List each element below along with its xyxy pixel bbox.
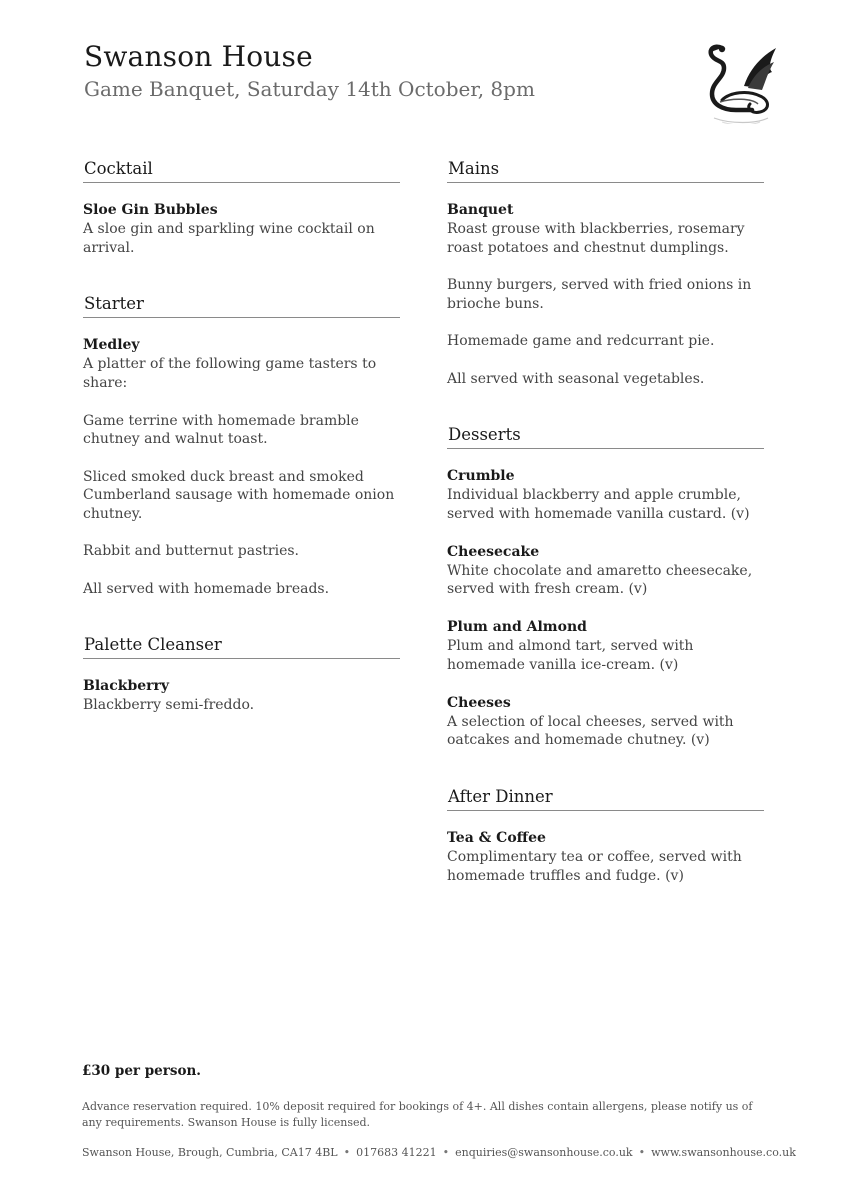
item-description: White chocolate and amaretto cheesecake, served with fresh cream. (v) (447, 562, 753, 598)
item-name: Blackberry (83, 678, 170, 695)
section-desserts (447, 424, 764, 750)
section-title: Palette Cleanser (83, 634, 400, 659)
item-description: Complimentary tea or coffee, served with homemade truffles and fudge. (v) (447, 848, 742, 884)
item-description: Sliced smoked duck breast and smoked Cumberland sausage with homemade onion chutney. (83, 468, 395, 522)
phone-number[interactable]: 017683 41221 (356, 1146, 437, 1159)
item-name: Tea & Coffee (447, 829, 546, 846)
email-link[interactable]: enquiries@swansonhouse.co.uk (455, 1146, 633, 1159)
item-description: Blackberry semi-freddo. (83, 697, 255, 714)
item-description: Plum and almond tart, served with homemade vanilla ice-cream. (v) (447, 638, 694, 673)
item-name: Banquet (447, 202, 514, 218)
item-description: Roast grouse with blackberries, rosemary roast potatoes and chestnut dumplings. (447, 221, 745, 256)
reservation-notice: Advance reservation required. 10% deposit required for bookings of 4+. All dishes contain allergens, please notify us of any requirements. Swanson House is fully licensed. (82, 1100, 753, 1129)
item-description: All served with seasonal vegetables. (447, 370, 705, 387)
item-name: Crumble (447, 468, 515, 485)
swan-logo-icon (700, 38, 780, 124)
contact-line: Swanson House, Brough, Cumbria, CA17 4BL • 017683 41221 • enquiries@swansonhouse.co.uk • www.swansonhouse.co.uk (82, 1146, 796, 1159)
item-description: A sloe gin and sparkling wine cocktail on arrival. (83, 221, 375, 256)
website-link[interactable]: www.swansonhouse.co.uk (651, 1146, 796, 1159)
item-name: Plum and Almond (447, 619, 587, 636)
section-starter (83, 293, 400, 598)
item-description: Homemade game and redcurrant pie. (447, 333, 715, 350)
price: £30 per person. (82, 1063, 201, 1079)
section-title: After Dinner (447, 786, 764, 811)
item-name: Cheesecake (447, 543, 540, 560)
section-title: Desserts (447, 424, 764, 449)
section-cocktail (83, 158, 400, 257)
section-palette-cleanser (83, 634, 400, 715)
item-description: Game terrine with homemade bramble chutney and walnut toast. (83, 412, 359, 448)
right-column (447, 158, 764, 885)
item-description: A selection of local cheeses, served with oatcakes and homemade chutney. (v) (447, 713, 734, 749)
section-after-dinner (447, 786, 764, 885)
left-column (83, 158, 400, 715)
item-name: Sloe Gin Bubbles (83, 202, 218, 218)
item-description: All served with homemade breads. (83, 580, 330, 597)
item-name: Cheeses (447, 694, 511, 711)
section-mains (447, 158, 764, 388)
event-subtitle: Game Banquet, Saturday 14th October, 8pm (84, 77, 535, 101)
item-description: Individual blackberry and apple crumble, served with homemade vanilla custard. (v) (447, 487, 750, 522)
section-title: Cocktail (83, 158, 400, 183)
section-title: Mains (447, 158, 764, 183)
address: Swanson House, Brough, Cumbria, CA17 4BL (82, 1146, 338, 1159)
item-description: Bunny burgers, served with fried onions in brioche buns. (447, 277, 752, 312)
section-title: Starter (83, 293, 400, 318)
item-description: Rabbit and butternut pastries. (83, 543, 299, 560)
item-description: A platter of the following game tasters to share: (83, 356, 377, 392)
item-name: Medley (83, 337, 140, 354)
page-title: Swanson House (84, 40, 313, 73)
